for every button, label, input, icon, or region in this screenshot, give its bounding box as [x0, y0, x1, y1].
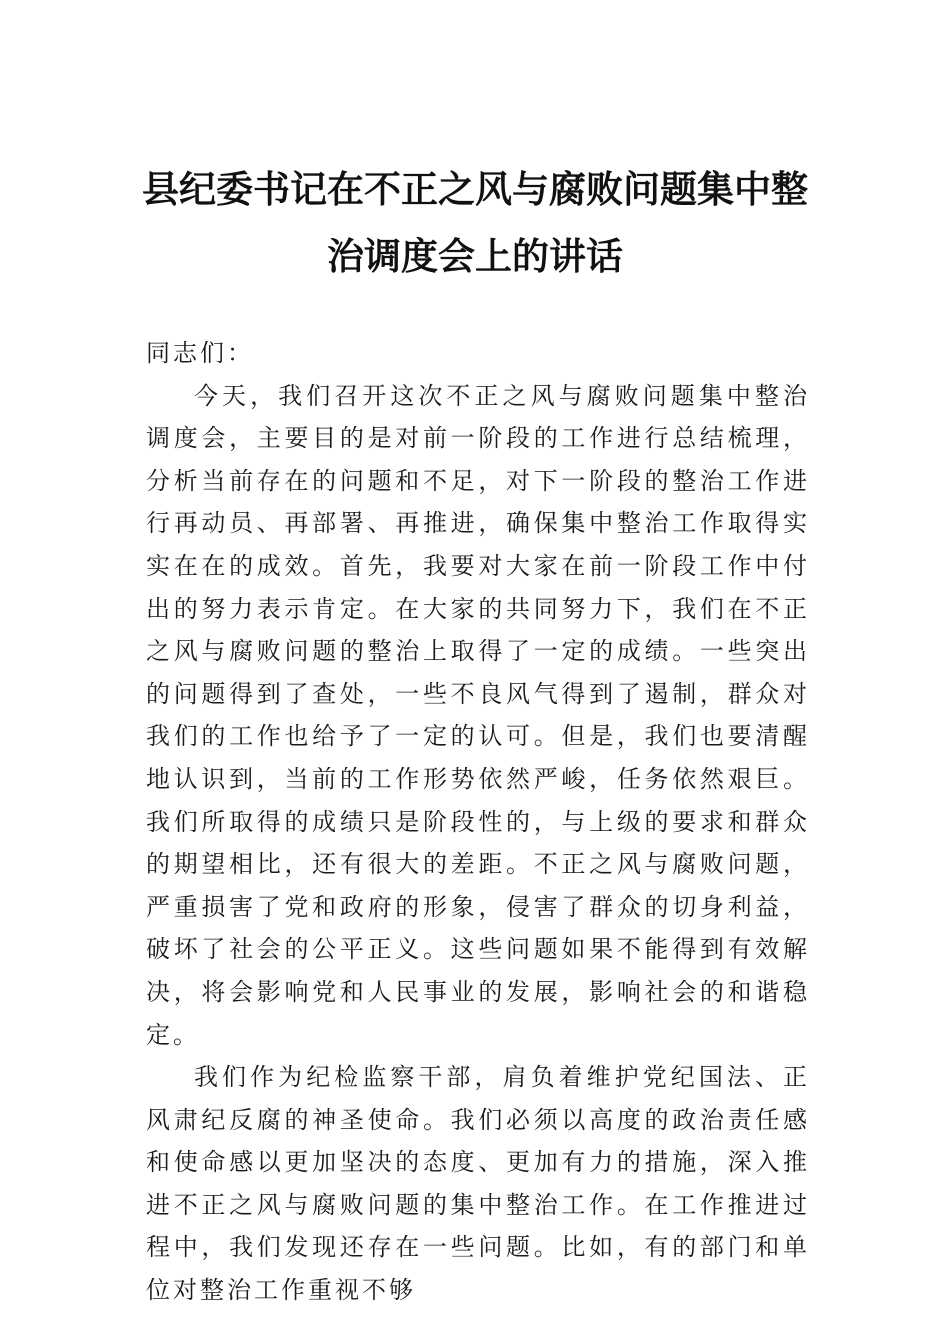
document-body	[146, 332, 810, 1312]
paragraph-1: 今天，我们召开这次不正之风与腐败问题集中整治调度会，主要目的是对前一阶段的工作进行总结梳理，分析当前存在的问题和不足，对下一阶段的整治工作进行再动员、再部署、再推进，确保集中整治工作取得实实在在的成效。首先，我要对大家在前一阶段工作中付出的努力表示肯定。在大家的共同努力下，我们在不正之风与腐败问题的整治上取得了一定的成绩。一些突出的问题得到了查处，一些不良风气得到了遏制，群众对我们的工作也给予了一定的认可。但是，我们也要清醒地认识到，当前的工作形势依然严峻，任务依然艰巨。我们所取得的成绩只是阶段性的，与上级的要求和群众的期望相比，还有很大的差距。不正之风与腐败问题，严重损害了党和政府的形象，侵害了群众的切身利益，破坏了社会的公平正义。这些问题如果不能得到有效解决，将会影响党和人民事业的发展，影响社会的和谐稳定。	[146, 381, 810, 1049]
document-title: 县纪委书记在不正之风与腐败问题集中整治调度会上的讲话	[142, 167, 808, 278]
paragraph-2: 我们作为纪检监察干部，肩负着维护党纪国法、正风肃纪反腐的神圣使命。我们必须以高度的政治责任感和使命感以更加坚决的态度、更加有力的措施，深入推进不正之风与腐败问题的集中整治工作。在工作推进过程中，我们发现还存在一些问题。比如，有的部门和单位对整治工作重视不够	[146, 1063, 810, 1305]
salutation: 同志们：	[146, 339, 254, 367]
